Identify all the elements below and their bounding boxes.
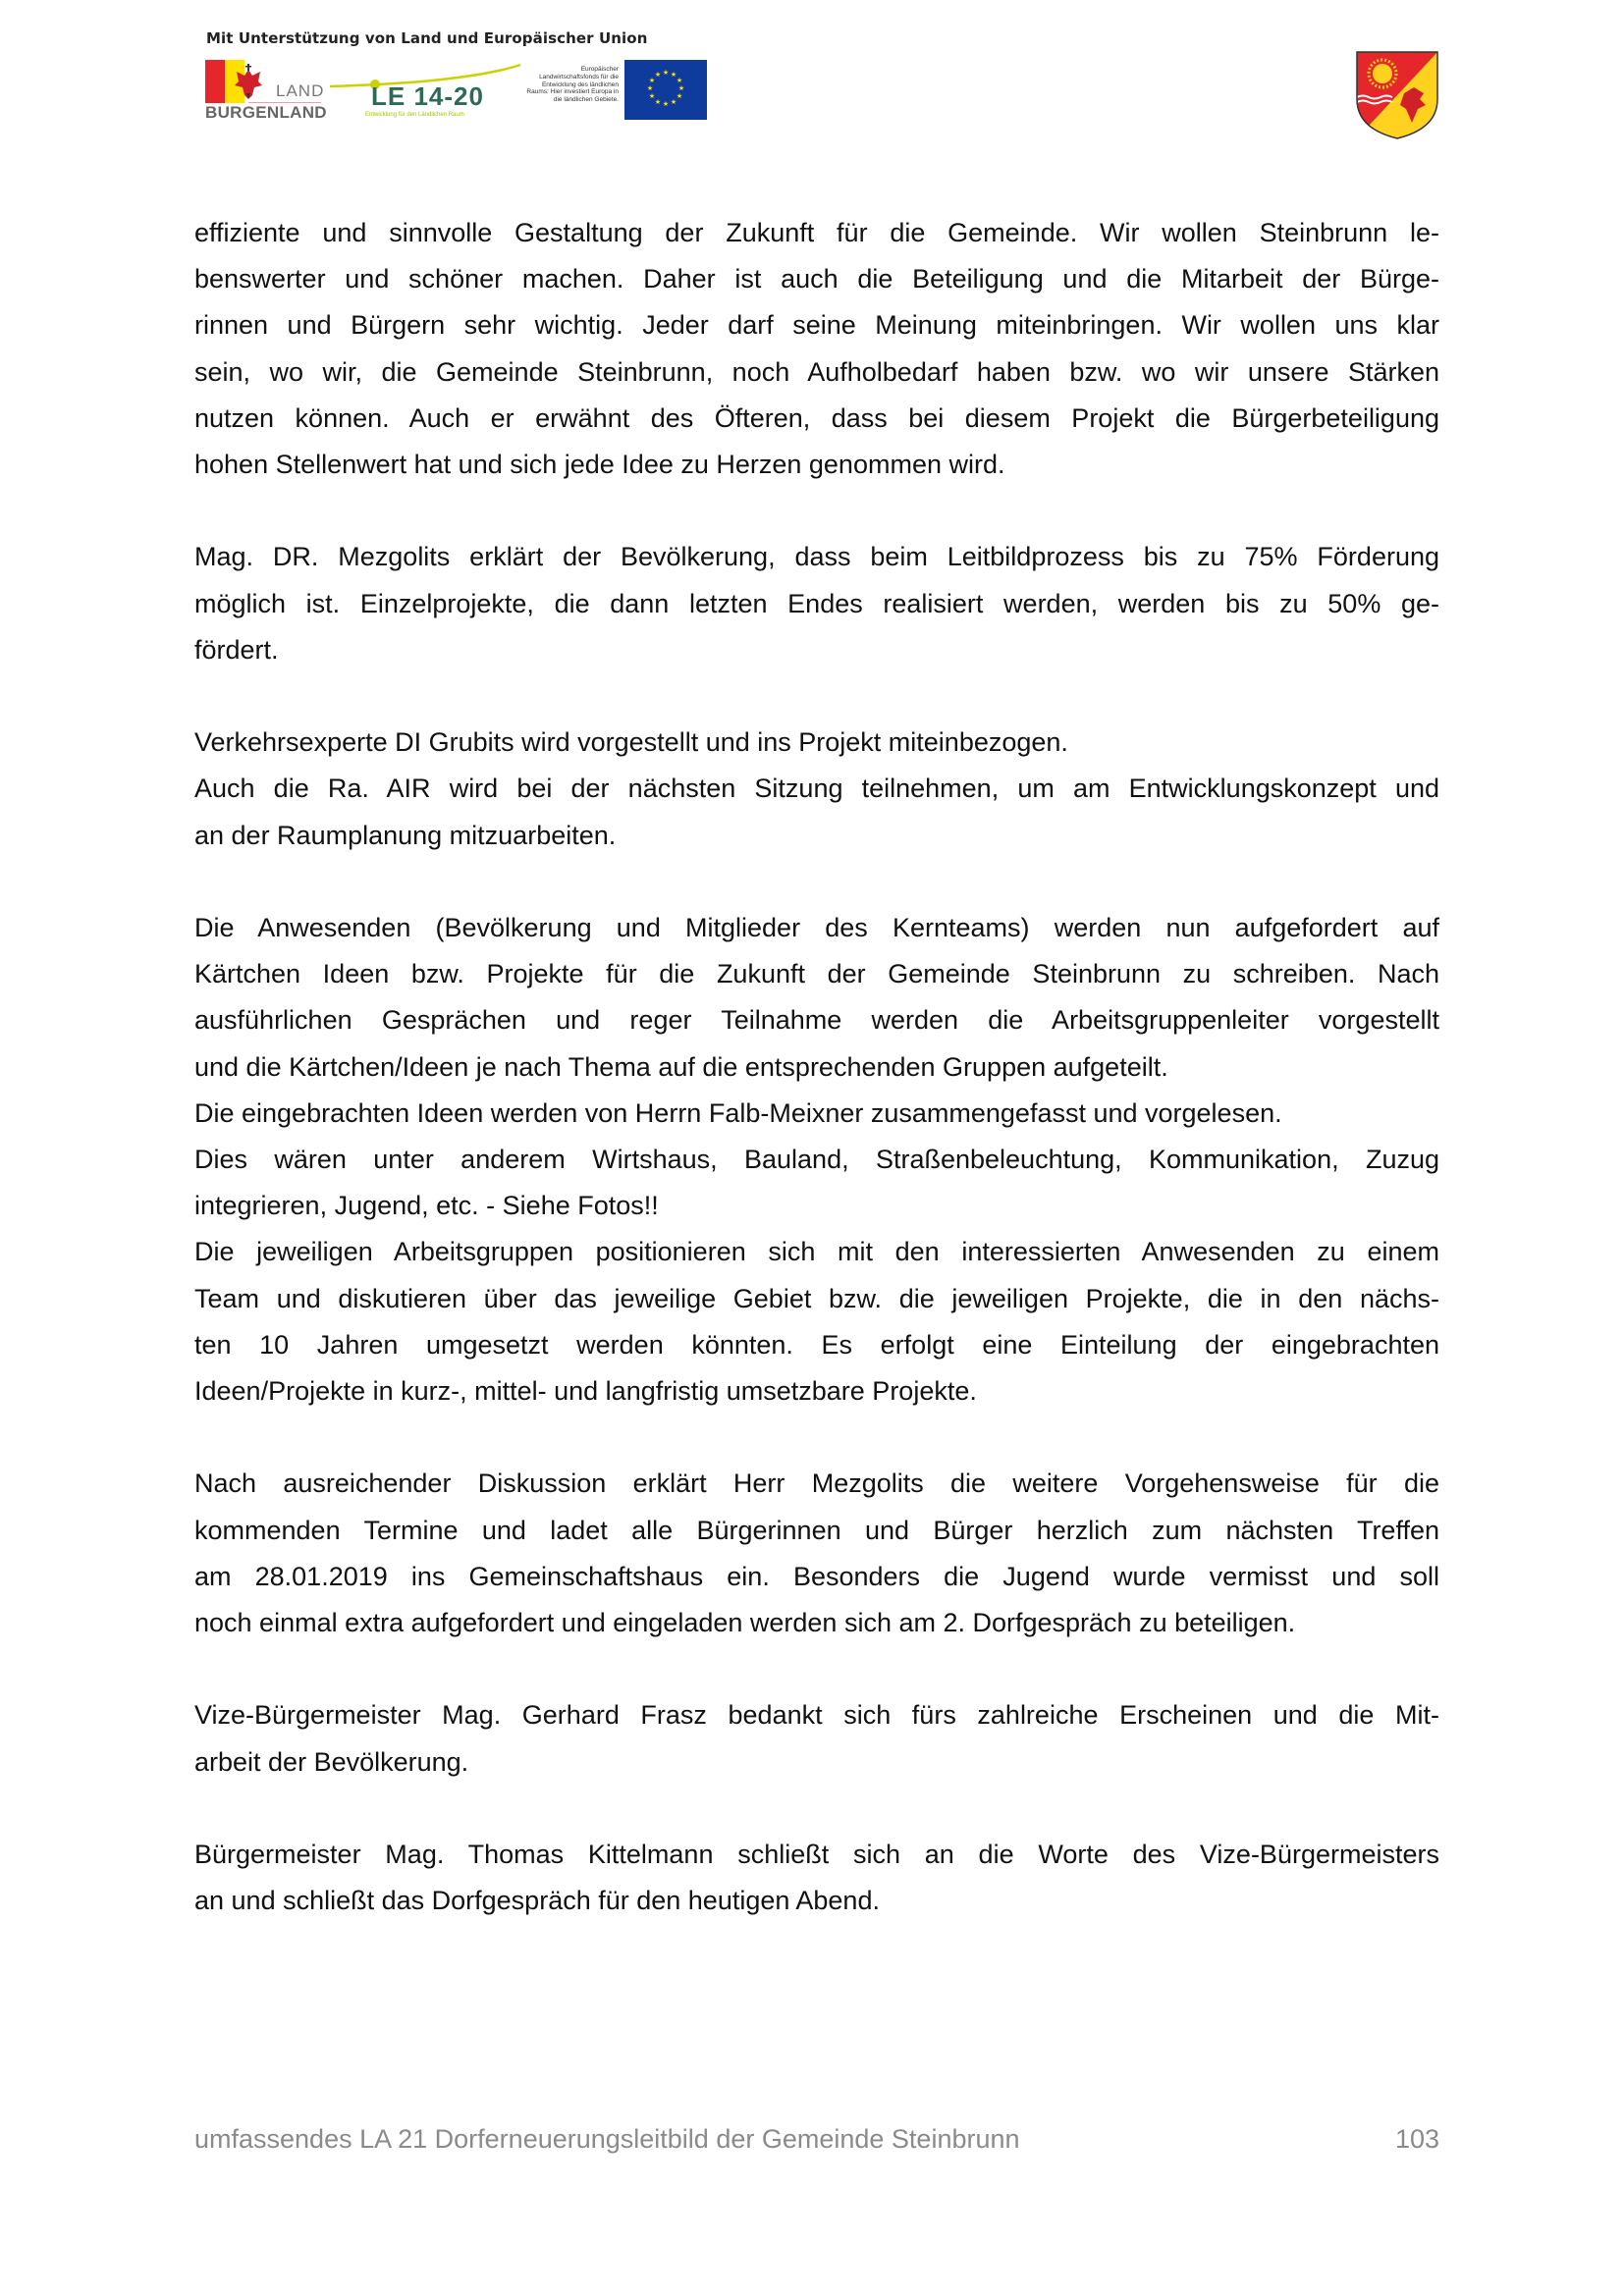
text-line: Dies wären unter anderem Wirtshaus, Bauland, Straßenbeleuchtung, Kommunikation, Zuzug xyxy=(194,1145,1439,1175)
land-label: LAND xyxy=(276,81,325,100)
text-line: möglich ist. Einzelprojekte, die dann letzten Endes realisiert werden, werden bis zu 50% ge- xyxy=(194,588,1439,618)
text-line: sein, wo wir, die Gemeinde Steinbrunn, noch Aufholbedarf haben bzw. wo wir unsere Stärken xyxy=(194,356,1439,387)
text-line: Die Anwesenden (Bevölkerung und Mitglieder des Kernteams) werden nun aufgefordert auf xyxy=(194,913,1439,942)
steinbrunn-coat-of-arms-icon xyxy=(1355,50,1439,140)
text-line: Bürgermeister Mag. Thomas Kittelmann schließt sich an die Worte des Vize-Bürgermeisters xyxy=(194,1840,1439,1870)
le-title: LE 14-20 xyxy=(371,81,484,111)
svg-text:★: ★ xyxy=(676,92,683,100)
paragraph-funding xyxy=(194,534,1439,673)
text-line: effiziente und sinnvolle Gestaltung der Zukunft für die Gemeinde. Wir wollen Steinbrunn le- xyxy=(194,218,1439,247)
document-body xyxy=(194,210,1439,1924)
svg-text:★: ★ xyxy=(676,77,683,84)
paragraph-next-meeting xyxy=(194,1461,1439,1646)
text-line: Ideen/Projekte in kurz-, mittel- und langfristig umsetzbare Projekte. xyxy=(194,1376,977,1407)
page-number: 103 xyxy=(1394,2124,1439,2154)
text-line: ausführlichen Gesprächen und reger Teilnahme werden die Arbeitsgruppenleiter vorgestellt xyxy=(194,1005,1439,1036)
text-line: rinnen und Bürgern sehr wichtig. Jeder darf seine Meinung miteinbringen. Wir wollen uns klar xyxy=(194,310,1439,341)
text-line: an und schließt das Dorfgespräch für den heutigen Abend. xyxy=(194,1886,880,1916)
text-line: kommenden Termine und ladet alle Bürgerinnen und Bürger herzlich zum nächsten Treffen xyxy=(194,1515,1439,1545)
text-line: Nach ausreichender Diskussion erklärt Herr Mezgolits die weitere Vorgehensweise für die xyxy=(194,1468,1439,1499)
text-line: Vize-Bürgermeister Mag. Gerhard Frasz bedankt sich fürs zahlreiche Erscheinen und die Mit- xyxy=(194,1700,1439,1731)
text-line: an der Raumplanung mitzuarbeiten. xyxy=(194,820,617,850)
eu-flag-icon xyxy=(624,60,707,120)
svg-text:★: ★ xyxy=(648,77,656,84)
le-14-20-logo xyxy=(324,63,530,124)
page-header xyxy=(0,0,1624,157)
svg-text:★: ★ xyxy=(654,98,662,106)
text-line: Kärtchen Ideen bzw. Projekte für die Zukunft der Gemeinde Steinbrunn zu schreiben. Nach xyxy=(194,959,1439,989)
eagle-icon xyxy=(231,64,266,101)
support-text: Mit Unterstützung von Land und Europäischer Union xyxy=(206,29,648,47)
svg-text:★: ★ xyxy=(670,71,677,79)
text-line: benswerter und schöner machen. Daher ist auch die Beteiligung und die Mitarbeit der Bürge- xyxy=(194,264,1439,294)
text-line: und die Kärtchen/Ideen je nach Thema auf die entsprechenden Gruppen aufgeteilt. xyxy=(194,1051,1168,1082)
text-line: Team und diskutieren über das jeweilige Gebiet bzw. die jeweiligen Projekte, die in den nächs- xyxy=(194,1283,1439,1313)
svg-text:★: ★ xyxy=(662,69,670,77)
le-subtitle: Entwicklung für den Ländlichen Raum xyxy=(365,112,464,118)
paragraph-vice-mayor xyxy=(194,1692,1439,1785)
paragraph-intro xyxy=(194,210,1439,488)
burgenland-flag-red xyxy=(205,60,225,103)
text-line: Die eingebrachten Ideen werden von Herrn Falb-Meixner zusammengefasst und vorgelesen. xyxy=(194,1097,1282,1128)
paragraph-ideas xyxy=(194,905,1439,1415)
text-line: hohen Stellenwert hat und sich jede Idee zu Herzen genommen wird. xyxy=(194,450,1005,480)
paragraph-traffic-expert xyxy=(194,720,1439,859)
text-line: arbeit der Bevölkerung. xyxy=(194,1746,469,1777)
text-line: noch einmal extra aufgefordert und eingeladen werden sich am 2. Dorfgespräch zu beteiligen. xyxy=(194,1608,1296,1638)
svg-text:★: ★ xyxy=(662,100,670,108)
svg-text:★: ★ xyxy=(648,92,656,100)
paragraph-mayor xyxy=(194,1832,1439,1924)
svg-text:★: ★ xyxy=(677,84,685,92)
text-line: ten 10 Jahren umgesetzt werden könnten. Es erfolgt eine Einteilung der eingebrachten xyxy=(194,1329,1439,1360)
text-line: fördert. xyxy=(194,634,279,665)
text-line: Die jeweiligen Arbeitsgruppen positionieren sich mit den interessierten Anwesenden zu einem xyxy=(194,1237,1439,1267)
text-line: Auch die Ra. AIR wird bei der nächsten Sitzung teilnehmen, um am Entwicklungskonzept und xyxy=(194,774,1439,804)
svg-text:★: ★ xyxy=(670,98,677,106)
land-burgenland-logo xyxy=(205,60,327,122)
text-line: nutzen können. Auch er erwähnt des Öfteren, dass bei diesem Projekt die Bürgerbeteiligung xyxy=(194,402,1439,433)
svg-text:★: ★ xyxy=(654,71,662,79)
footer-title: umfassendes LA 21 Dorferneuerungsleitbild der Gemeinde Steinbrunn xyxy=(194,2124,1020,2154)
text-line: Verkehrsexperte DI Grubits wird vorgestellt und ins Projekt miteinbezogen. xyxy=(194,727,1068,758)
text-line: Mag. DR. Mezgolits erklärt der Bevölkerung, dass beim Leitbildprozess bis zu 75% Förderung xyxy=(194,542,1439,572)
burgenland-label: BURGENLAND xyxy=(205,103,327,122)
text-line: am 28.01.2019 ins Gemeinschaftshaus ein. Besonders die Jugend wurde vermisst und soll xyxy=(194,1561,1439,1591)
svg-text:★: ★ xyxy=(646,84,654,92)
eu-fund-text: Europäischer Landwirtschaftsfonds für die Entwicklung des ländlichen Raums: Hier investiert Europa in die ländlichen Gebiete. xyxy=(526,66,619,104)
text-line: integrieren, Jugend, etc. - Siehe Fotos!! xyxy=(194,1191,659,1221)
